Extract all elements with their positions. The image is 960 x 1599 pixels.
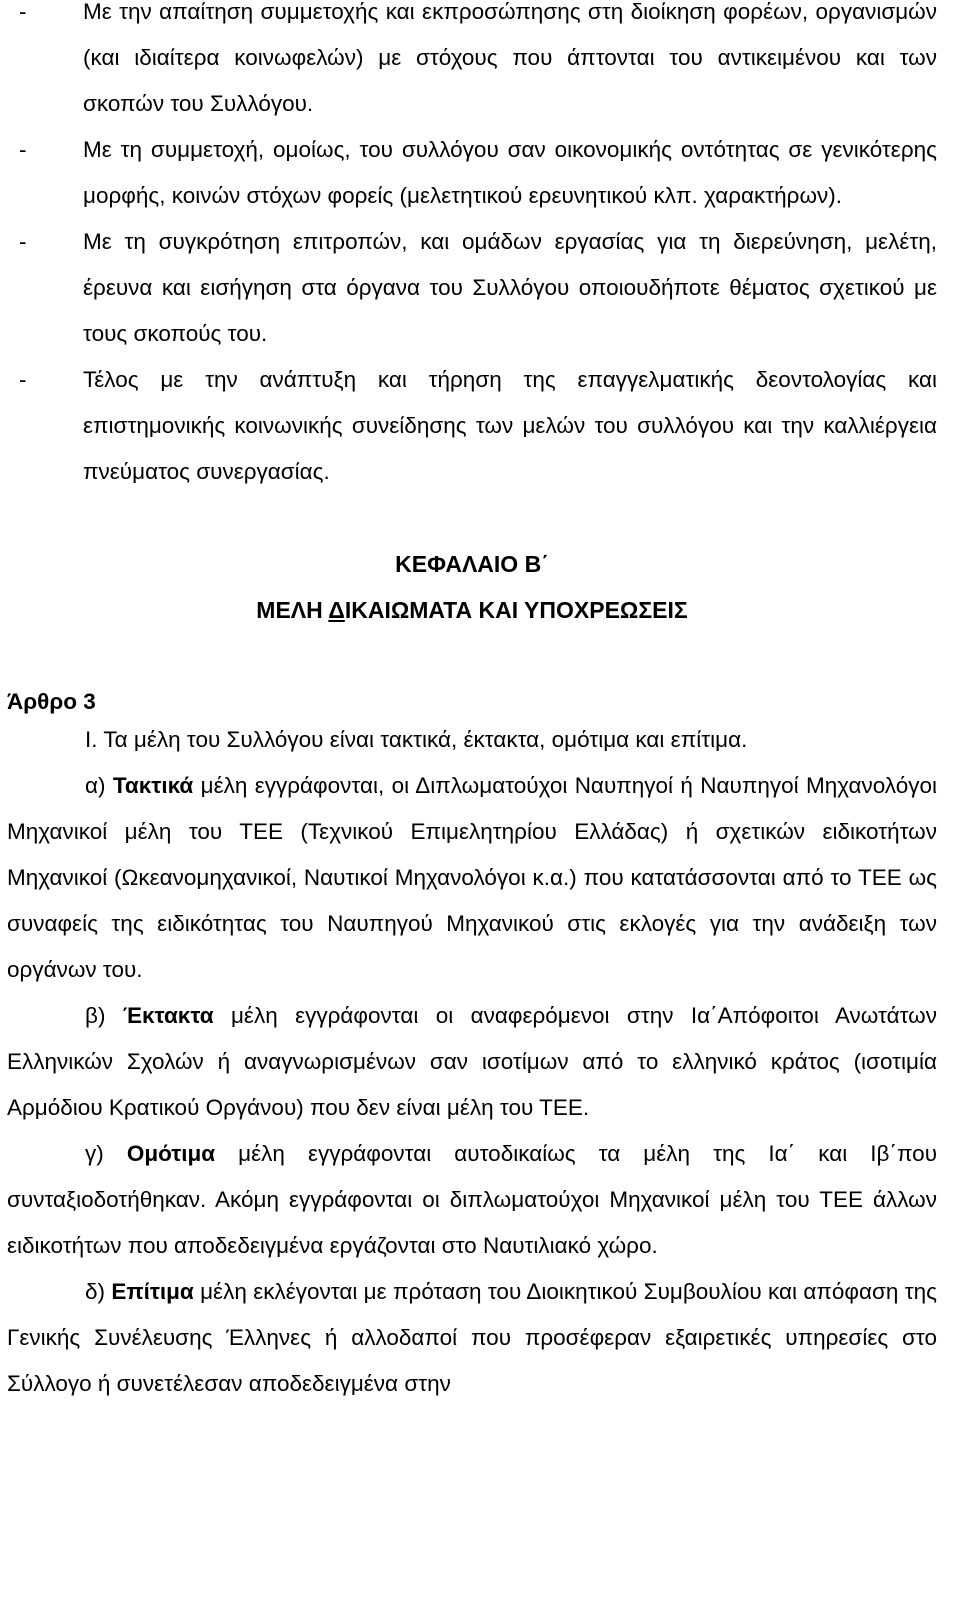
bullet-dash: - bbox=[19, 137, 27, 162]
item-term: Ομότιμα bbox=[126, 1141, 216, 1166]
bullet-text: Με τη συγκρότηση επιτροπών, και ομάδων εργασίας για τη διερεύνηση, μελέτη, έρευνα και εισήγηση στα όργανα του Συλλόγου οποιουδήποτε θέματος σχετικού με τους σκοπούς του. bbox=[83, 229, 937, 346]
article-item bbox=[7, 1131, 937, 1269]
article-item bbox=[7, 993, 937, 1131]
bullet-paragraph bbox=[7, 357, 937, 495]
article-title: Άρθρο 3 bbox=[7, 689, 96, 714]
item-text: μέλη εγγράφονται, οι Διπλωματούχοι Ναυπηγοί ή Ναυπηγοί Μηχανολόγοι Μηχανικοί μέλη του ΤΕΕ (Τεχνικού Επιμελητηρίου Ελλάδας) ή σχετικών ειδικοτήτων Μηχανικοί (Ωκεανομηχανικοί, Ναυτικοί Μηχανολόγοι κ.α.) που κατατάσσονται από το ΤΕΕ ως συναφείς της ειδικότητας του Ναυπηγού Μηχανικού στις εκλογές για την ανάδειξη των οργάνων του. bbox=[7, 773, 937, 982]
item-prefix: β) bbox=[85, 1003, 123, 1028]
document-page bbox=[7, 0, 937, 1407]
chapter-subtitle-post: ΙΚΑΙΩΜΑΤΑ ΚΑΙ ΥΠΟΧΡΕΩΣΕΙΣ bbox=[344, 597, 688, 623]
item-prefix: α) bbox=[85, 773, 113, 798]
item-term: Τακτικά bbox=[112, 773, 194, 798]
bullet-paragraph bbox=[7, 0, 937, 127]
item-term: Έκτακτα bbox=[122, 1003, 214, 1028]
article-item bbox=[7, 763, 937, 993]
item-prefix: δ) bbox=[85, 1279, 112, 1304]
bullet-dash: - bbox=[19, 229, 27, 254]
bullet-dash: - bbox=[19, 367, 27, 392]
article-intro: Ι. Τα μέλη του Συλλόγου είναι τακτικά, έκτακτα, ομότιμα και επίτιμα. bbox=[85, 727, 748, 752]
bullet-dash: - bbox=[19, 0, 27, 24]
item-text: μέλη εγγράφονται αυτοδικαίως τα μέλη της Ια΄ και Ιβ΄που συνταξιοδοτήθηκαν. Ακόμη εγγράφονται οι διπλωματούχοι Μηχανικοί μέλη του ΤΕΕ άλλων ειδικοτήτων που αποδεδειγμένα εργάζονται στο Ναυτιλιακό χώρο. bbox=[7, 1141, 937, 1258]
item-prefix: γ) bbox=[85, 1141, 127, 1166]
chapter-title: ΚΕΦΑΛΑΙΟ Β΄ bbox=[395, 551, 549, 577]
item-text: μέλη εκλέγονται με πρόταση του Διοικητικού Συμβουλίου και απόφαση της Γενικής Συνέλευσης Έλληνες ή αλλοδαποί που προσέφεραν εξαιρετικές υπηρεσίες στο Σύλλογο ή συνετέλεσαν αποδεδειγμένα στην bbox=[7, 1279, 937, 1396]
bullet-paragraph bbox=[7, 127, 937, 219]
bullet-text: Με την απαίτηση συμμετοχής και εκπροσώπησης στη διοίκηση φορέων, οργανισμών (και ιδιαίτερα κοινωφελών) με στόχους που άπτονται του αντικειμένου και των σκοπών του Συλλόγου. bbox=[83, 0, 937, 116]
item-text: μέλη εγγράφονται οι αναφερόμενοι στην Ια΄Απόφοιτοι Ανωτάτων Ελληνικών Σχολών ή αναγνωρισμένων σαν ισοτίμων από το ελληνικό κράτος (ισοτιμία Αρμόδιου Κρατικού Οργάνου) που δεν είναι μέλη του ΤΕΕ. bbox=[7, 1003, 938, 1120]
item-term: Επίτιμα bbox=[111, 1279, 194, 1304]
chapter-subtitle bbox=[7, 587, 937, 633]
article-item bbox=[7, 1269, 937, 1407]
bullet-paragraph bbox=[7, 219, 937, 357]
bullet-text: Τέλος με την ανάπτυξη και τήρηση της επαγγελματικής δεοντολογίας και επιστημονικής κοινωνικής συνείδησης των μελών του συλλόγου και την καλλιέργεια πνεύματος συνεργασίας. bbox=[83, 367, 937, 484]
chapter-subtitle-pre: ΜΕΛΗ bbox=[256, 597, 329, 623]
chapter-subtitle-underlined: Δ bbox=[328, 597, 345, 623]
bullet-text: Με τη συμμετοχή, ομοίως, του συλλόγου σαν οικονομικής οντότητας σε γενικότερης μορφής, κοινών στόχων φορείς (μελετητικού ερευνητικού κλπ. χαρακτήρων). bbox=[83, 137, 937, 208]
